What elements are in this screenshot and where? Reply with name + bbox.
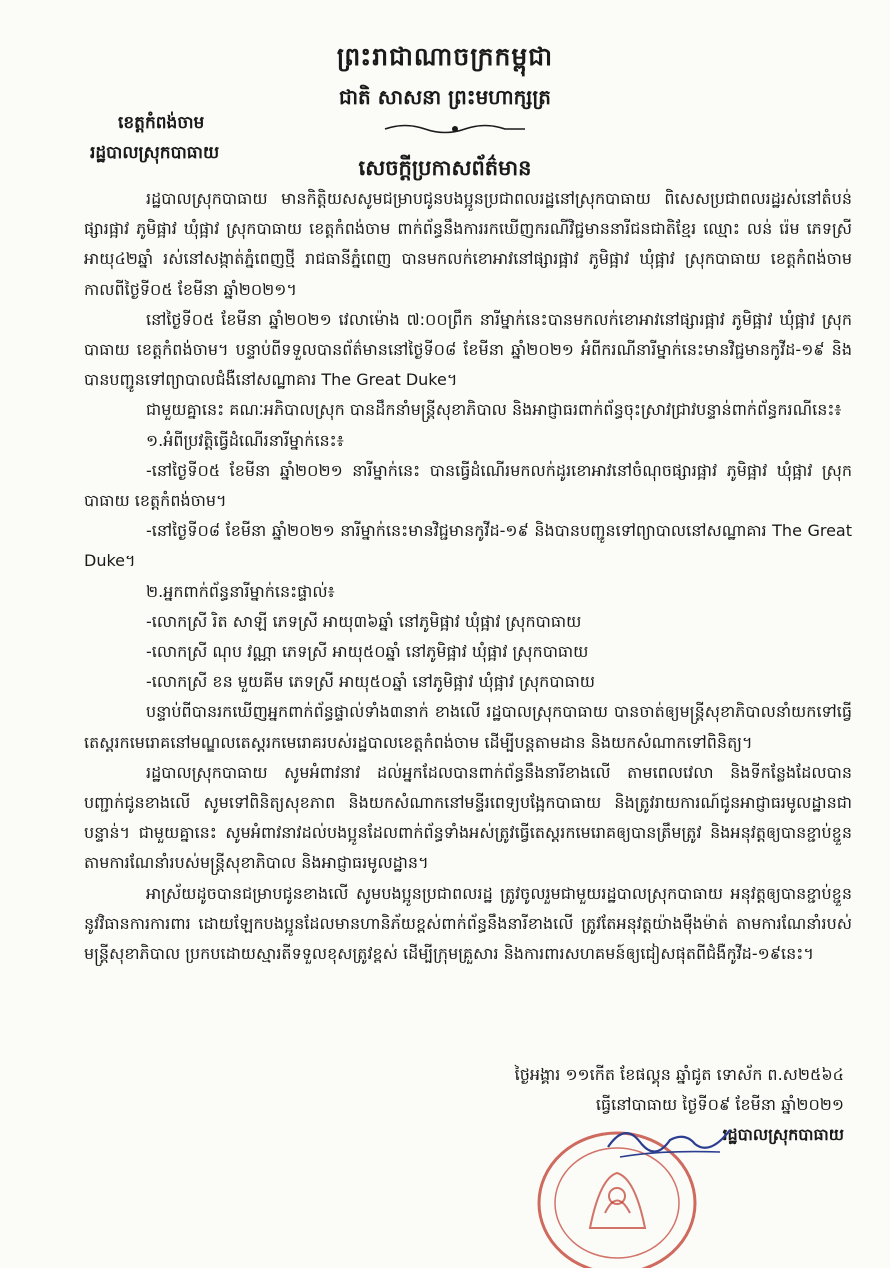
province-name: ខេត្តកំពង់ចាម <box>118 113 205 133</box>
signer-title: រដ្ឋបាលស្រុកបាធាយ <box>722 1125 844 1144</box>
contact-item: -លោកស្រី រិត សាឡី ភេទស្រី អាយុ៣៦ឆ្នាំ នៅភូមិផ្អាវ ឃុំផ្អាវ ស្រុកបាធាយ <box>146 611 582 631</box>
document-body <box>84 184 852 969</box>
handwritten-signature <box>600 1112 740 1172</box>
travel-item: -នៅថ្ងៃទី០៨ ខែមីនា ឆ្នាំ២០២១ នារីម្នាក់នេះមានវិជ្ជមានកូវីដ-១៩ និងបានបញ្ជូនទៅព្យាបាលនៅសណ្ឋាគារ The Great Duke។ <box>84 521 852 571</box>
contact-item: -លោកស្រី ខន មួយគីម ភេទស្រី អាយុ៥០ឆ្នាំ នៅភូមិផ្អាវ ឃុំផ្អាវ ស្រុកបាធាយ <box>146 672 596 692</box>
kingdom-heading: ព្រះរាជាណាចក្រកម្ពុជា <box>336 42 554 71</box>
national-motto: ជាតិ សាសនា ព្រះមហាក្សត្រ <box>339 85 551 109</box>
section-direct-contacts: ២.អ្នកពាក់ព័ន្ធនារីម្នាក់នេះផ្ទាល់៖ <box>146 581 335 601</box>
section-travel-history: ១.អំពីប្រវត្តិធ្វើដំណើរនារីម្នាក់នេះ៖ <box>146 430 344 450</box>
document-title: សេចក្តីប្រកាសព័ត៌មាន <box>358 156 532 180</box>
paragraph-intro: រដ្ឋបាលស្រុកបាធាយ មានកិត្តិយសសូមជម្រាបជូនបងប្អូនប្រជាពលរដ្ឋនៅស្រុកបាធាយ ពិសេសប្រជាពលរដ្ឋរស់នៅតំបន់ផ្សារផ្អាវ ភូមិផ្អាវ ឃុំផ្អាវ ស្រុកបាធាយ ខេត្តកំពង់ចាម ពាក់ព័ន្ធនឹងការរកឃើញករណីវិជ្ជមាននារីជនជាតិខ្មែរ ឈ្មោះ លន់ រ៉េម ភេទស្រី អាយុ៤២ឆ្នាំ រស់នៅសង្កាត់ភ្នំពេញថ្មី រាជធានីភ្នំពេញ បានមកលក់ខោអាវនៅផ្សារផ្អាវ ភូមិផ្អាវ ឃុំផ្អាវ ស្រុកបាធាយ ខេត្តកំពង់ចាម កាលពីថ្ងៃទី០៥ ខែមីនា ឆ្នាំ២០២១។ <box>84 189 852 299</box>
paragraph-testing: បន្ទាប់ពីបានរកឃើញអ្នកពាក់ព័ន្ធផ្ទាល់ទាំង៣នាក់ ខាងលើ រដ្ឋបាលស្រុកបាធាយ បានចាត់ឲ្យមន្ត្រីសុខាភិបាលនាំយកទៅធ្វើតេស្តរកមេរោគនៅមណ្ឌលតេស្តរកមេរោគរបស់រដ្ឋបាលខេត្តកំពង់ចាម ដើម្បីបន្តតាមដាន និងយកសំណាកទៅពិនិត្យ។ <box>84 702 852 752</box>
place-and-date: ធ្វើនៅបាធាយ ថ្ងៃទី០៩ ខែមីនា ឆ្នាំ២០២១ <box>595 1095 844 1114</box>
lunar-date: ថ្ងៃអង្គារ ១១កើត ខែផល្គុន ឆ្នាំជូត ទោស័ក ព.ស២៥៦៤ <box>514 1065 844 1084</box>
paragraph-incident: នៅថ្ងៃទី០៥ ខែមីនា ឆ្នាំ២០២១ វេលាម៉ោង ៧:០០ព្រឹក នារីម្នាក់នេះបានមកលក់ខោអាវនៅផ្សារផ្អាវ ភូមិផ្អាវ ឃុំផ្អាវ ស្រុកបាធាយ ខេត្តកំពង់ចាម។ បន្ទាប់ពីទទួលបានព័ត៌មាននៅថ្ងៃទី០៨ ខែមីនា ឆ្នាំ២០២១ អំពីករណីនារីម្នាក់នេះមានវិជ្ជមានកូវីដ-១៩ និងបានបញ្ជូនទៅព្យាបាលជំងឺនៅសណ្ឋាគារ The Great Duke។ <box>84 309 852 390</box>
ornament-flourish <box>380 122 530 136</box>
travel-item: -នៅថ្ងៃទី០៥ ខែមីនា ឆ្នាំ២០២១ នារីម្នាក់នេះ បានធ្វើដំណើរមកលក់ដូរខោអាវនៅចំណុចផ្សារផ្អាវ ភូមិផ្អាវ ឃុំផ្អាវ ស្រុកបាធាយ ខេត្តកំពង់ចាម។ <box>84 460 853 511</box>
paragraph-response: ជាមួយគ្នានេះ គណៈអភិបាលស្រុក បានដឹកនាំមន្ត្រីសុខាភិបាល និងអាជ្ញាធរពាក់ព័ន្ធចុះស្រាវជ្រាវបន្ទាន់ពាក់ព័ន្ធករណីនេះ៖ <box>146 400 842 420</box>
paragraph-conclusion: អាស្រ័យដូចបានជម្រាបជូនខាងលើ សូមបងប្អូនប្រជាពលរដ្ឋ ត្រូវចូលរួមជាមួយរដ្ឋបាលស្រុកបាធាយ អនុវត្តឲ្យបានខ្ជាប់ខ្ជួននូវវិធានការការពារ ដោយឡែកបងប្អូនដែលមានហានិភ័យខ្ពស់ពាក់ព័ន្ធនឹងនារីខាងលើ ត្រូវតែអនុវត្តយ៉ាងម៉ឺងម៉ាត់ តាមការណែនាំរបស់មន្ត្រីសុខាភិបាល ប្រកបដោយស្មារតីទទួលខុសត្រូវខ្ពស់ ដើម្បីក្រុមគ្រួសារ និងការពារសហគមន៍ឲ្យជៀសផុតពីជំងឺកូវីដ-១៩នេះ។ <box>84 883 852 964</box>
paragraph-appeal: រដ្ឋបាលស្រុកបាធាយ សូមអំពាវនាវ ដល់អ្នកដែលបានពាក់ព័ន្ធនឹងនារីខាងលើ តាមពេលវេលា និងទីកន្លែងដែលបានបញ្ជាក់ជូនខាងលើ សូមទៅពិនិត្យសុខភាព និងយកសំណាកនៅមន្ទីរពេទ្យបង្អែកបាធាយ និងត្រូវរាយការណ៍ជូនអាជ្ញាធរមូលដ្ឋានជាបន្ទាន់។ ជាមួយគ្នានេះ សូមអំពាវនាវដល់បងប្អូនដែលពាក់ព័ន្ធទាំងអស់ត្រូវធ្វើតេស្តរកមេរោគឲ្យបានត្រឹមត្រូវ និងអនុវត្តឲ្យបានខ្ជាប់ខ្ជួនតាមការណែនាំរបស់មន្ត្រីសុខាភិបាល និងអាជ្ញាធរមូលដ្ឋាន។ <box>84 762 852 873</box>
contact-item: -លោកស្រី ណុប វណ្ណា ភេទស្រី អាយុ៥០ឆ្នាំ នៅភូមិផ្អាវ ឃុំផ្អាវ ស្រុកបាធាយ <box>146 642 589 662</box>
district-administration: រដ្ឋបាលស្រុកបាធាយ <box>90 143 220 163</box>
